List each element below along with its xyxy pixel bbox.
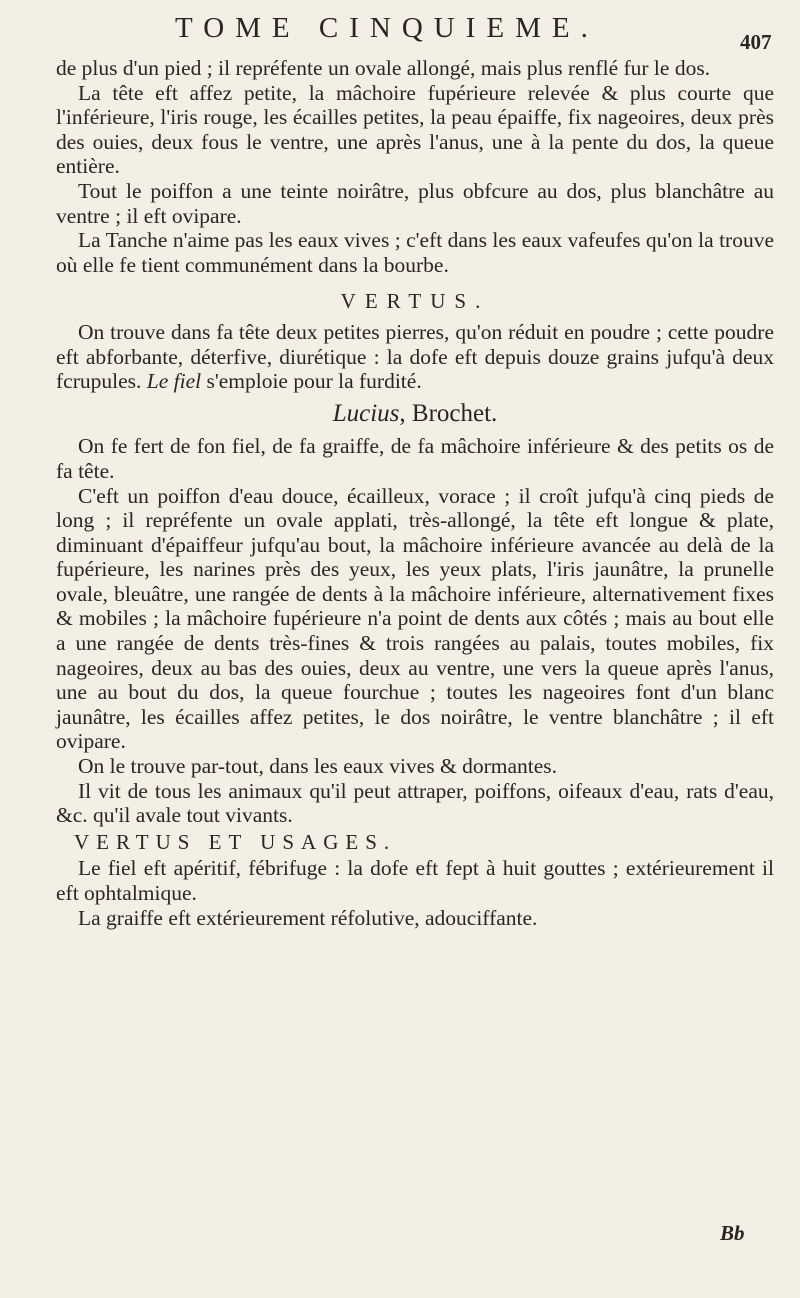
species-common-name: Brochet. [411,399,498,427]
page-number: 407 [740,30,772,54]
vertus-text-end: s'emploie pour la furdité. [206,369,422,394]
paragraph-tanche-habitat: La Tanche n'aime pas les eaux vives ; c'eft dans les eaux vafeufes qu'on la trouve où elle fe tient communément dans la bourbe. [56,228,774,277]
paragraph-brochet-diet: Il vit de tous les animaux qu'il peut attraper, poiffons, oifeaux d'eau, rats d'eau, &c. qu'il avale tout vivants. [56,778,774,828]
signature-mark: Bb [720,1221,745,1245]
vertus-text: On trouve dans fa tête deux petites pierres, qu'on réduit en poudre ; cette poudre eft abforbante, déterfive, diurétique : la dofe eft depuis douze grains jufqu'à deux fcrupules. [56,319,774,394]
paragraph-graisse: La graiffe eft extérieurement réfolutive, adouciffante. [78,905,538,930]
species-latin-name: Lucius [332,399,400,427]
species-heading [56,399,774,427]
paragraph-tanche-color: Tout le poiffon a une teinte noirâtre, plus obfcure au dos, plus blanchâtre au ventre ; il eft ovipare. [56,178,774,228]
usages-heading: VERTUS ET USAGES. [74,829,397,854]
vertus-italic-term: Le fiel [146,369,202,394]
vertus-heading: VERTUS. [340,289,490,314]
body-text [56,56,774,930]
paragraph-brochet-description: C'eft un poiffon d'eau douce, écailleux, vorace ; il croît jufqu'à cinq pieds de long ; il repréfente un ovale applati, très-allongé, la tête eft longue & plate, diminuant d'épaiffeur jufqu'au bout, la mâchoire inférieure avancée au delà de la fupérieure, les narines près des yeux, les yeux plats, l'iris jaunâtre, la prunelle ovale, bleuâtre, une rangée de dents à la mâchoire inférieure, alternativement fixes & mobiles ; la mâchoire fupérieure n'a point de dents aux côtés ; mais au bout elle a une rangée de dents très-fines & trois rangées au palais, toutes mobiles, fix nageoires, deux au bas des ouies, deux au ventre, une vers la queue après l'anus, une au bout du dos, la queue fourchue ; toutes les nageoires font d'un blanc jaunâtre, les écailles affez petites, le dos noirâtre, le ventre blanchâtre ; il eft ovipare. [56,483,774,754]
running-title: TOME CINQUIEME. [175,12,599,44]
page-header [0,10,800,54]
paragraph-tanche-description: La tête eft affez petite, la mâchoire fupérieure relevée & plus courte que l'inférieure, l'iris rouge, les écailles petites, la peau épaiffe, fix nageoires, deux près des ouies, deux fous le ventre, une après l'anus, une à la pente du dos, la queue entière. [56,80,774,179]
paragraph-brochet-habitat: On le trouve par-tout, dans les eaux vives & dormantes. [78,754,558,779]
paragraph-fiel: Le fiel eft apéritif, fébrifuge : la dofe eft fept à huit gouttes ; extérieurement il eft ophtalmique. [56,856,774,905]
paragraph-tanche-vertus [56,320,774,394]
species-separator: , [399,399,406,427]
paragraph-continuation: de plus d'un pied ; il repréfente un ovale allongé, mais plus renflé fur le dos. [56,56,711,80]
paragraph-brochet-uses: On fe fert de fon fiel, de fa graiffe, de fa mâchoire inférieure & des petits os de fa tête. [56,434,774,483]
